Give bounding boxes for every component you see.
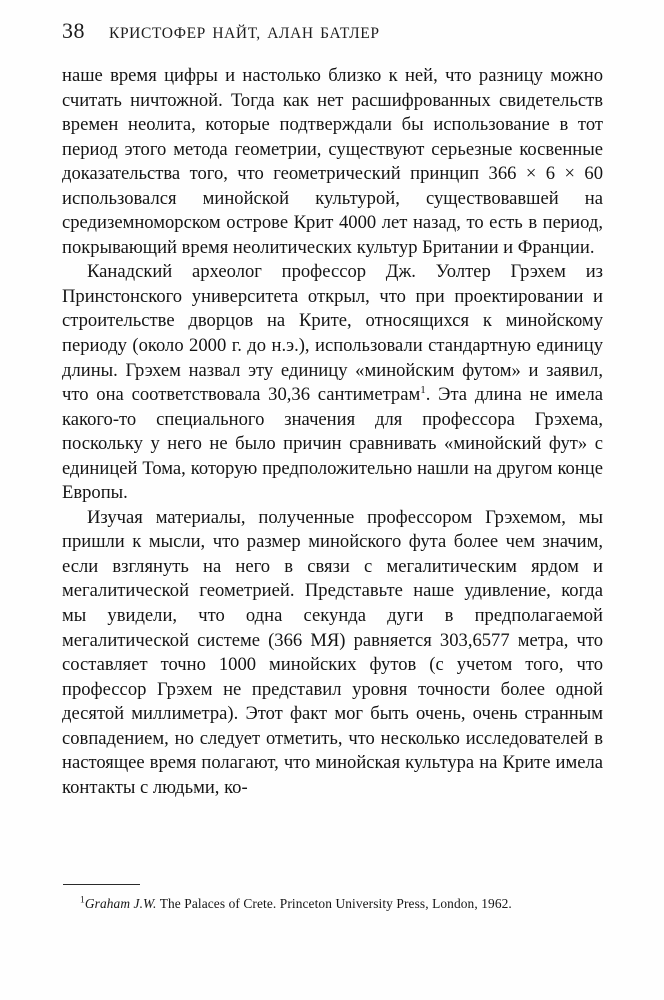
running-head-title: КРИСТОФЕР НАЙТ, АЛАН БАТЛЕР [109,25,380,42]
footnote-reference-marker: 1 [420,383,426,396]
paragraph-2 [62,260,603,505]
footnote-separator-rule [63,884,140,885]
footnote-citation: The Palaces of Crete. Princeton University Press, London, 1962. [156,896,512,911]
running-head [62,18,602,48]
footnote-author: Graham J.W. [84,896,157,911]
paragraph-1: наше время цифры и настолько близко к ней, что разницу можно считать ничтожной. Тогда как нет расшифрованных свидетельств времен неолита, которые подтверждали бы использование в тот период этого метода геометрии, существуют серьезные косвенные доказательства того, что геометрический принцип 366 × 6 × 60 использовался минойской культурой, существовавшей на средиземноморском острове Крит 4000 лет назад, то есть в период, покрывающий время неолитических культур Британии и Франции. [62,65,603,258]
footnote-area [62,884,603,913]
paragraph-3: Изучая материалы, полученные профессором Грэхемом, мы пришли к мысли, что размер минойского фута более чем значим, если взглянуть на него в связи с мегалитическим ярдом и мегалитической геометрией. Представьте наше удивление, когда мы увидели, что одна секунда дуги в предполагаемой мегалитической системе (366 МЯ) равняется 303,6577 метра, что составляет точно 1000 минойских футов (с учетом того, что профессор Грэхем не представил уровня точности более одной десятой миллиметра). Этот факт мог быть очень, очень странным совпадением, но следует отметить, что несколько исследователей в настоящее время полагают, что минойская культура на Крите имела контакты с людьми, ко- [62,506,603,798]
paragraph-2-text-after-footnote: . Эта длина не имела какого-то специального значения для профессора Грэхема, поскольку у него не было причин сравнивать «минойский фут» с единицей Тома, которую предположительно нашли на другом конце Европы. [62,384,603,504]
footnote-marker: 1 [80,895,85,906]
footnote-entry [62,895,603,913]
body-text-block [62,64,603,800]
paragraph-2-text-before-footnote: Канадский археолог профессор Дж. Уолтер Грэхем из Принстонского университета открыл, что при проектировании и строительстве дворцов на Крите, относящихся к минойскому периоду (около 2000 г. до н.э.), использовали стандартную единицу длины. Грэхем назвал эту единицу «минойским футом» и заявил, что она соответствовала 30,36 сантиметрам [62,261,603,406]
page-number: 38 [62,18,85,43]
